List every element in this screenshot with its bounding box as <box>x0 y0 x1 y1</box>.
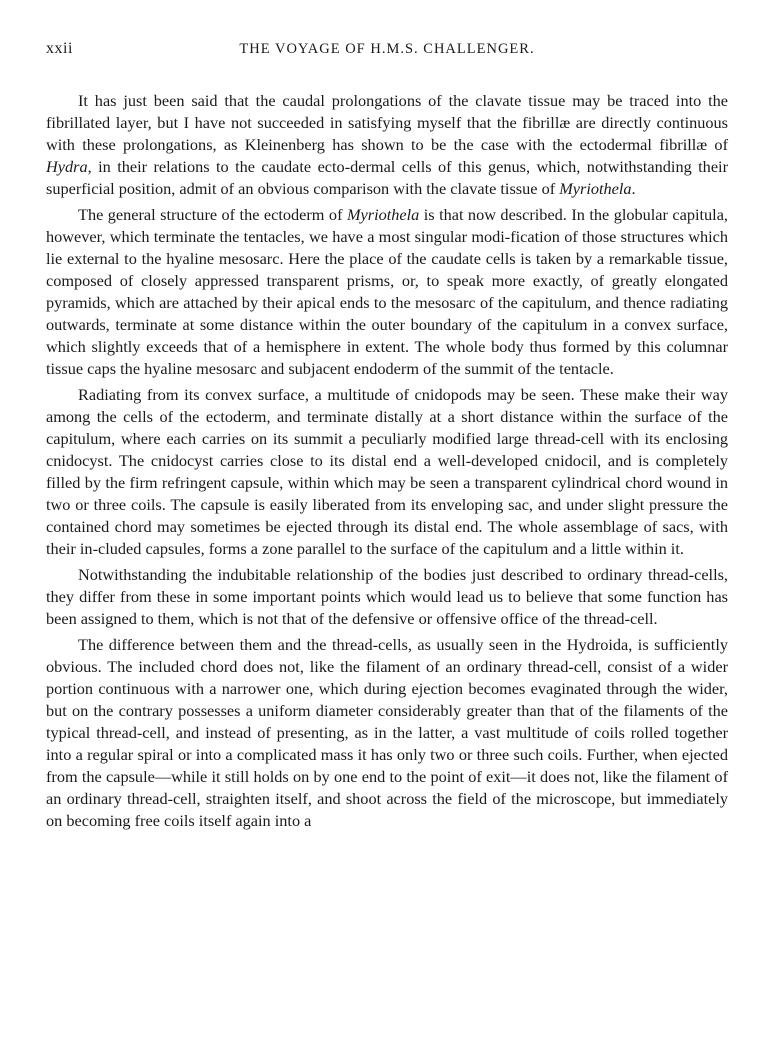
document-page <box>46 40 728 836</box>
paragraph-3 <box>46 384 728 560</box>
text-span: , in their relations to the caudate ecto-dermal cells of this genus, which, notwithstanding their superficial position, admit of an obvious comparison with the clavate tissue of <box>46 157 728 198</box>
page-number: xxii <box>46 40 73 57</box>
text-span: Radiating from its convex surface, a multitude of cnidopods may be seen. These make their way among the cells of the ectoderm, and terminate distally at a short distance within the surface of the capitulum, where each carries on its summit a peculiarly modified large thread-cell with its enclosing cnidocyst. The cnidocyst carries close to its distal end a well-developed cnidocil, and is completely filled by the firm refringent capsule, within which may be seen a transparent cylindrical chord wound in two or three coils. The capsule is easily liberated from its enveloping sac, and under slight pressure the contained chord may sometimes be ejected through its distal end. The whole assemblage of sacs, with their in-cluded capsules, forms a zone parallel to the surface of the capitulum and a little within it. <box>46 385 728 558</box>
text-span: is that now described. In the globular capitula, however, which terminate the tentacles, we have a most singular modi-fication of those structures which lie external to the hyaline mesosarc. Here the place of the caudate cells is taken by a remarkable tissue, composed of closely appressed transparent prisms, or, to speak more exactly, of greatly elongated pyramids, which are attached by their apical ends to the mesosarc of the capitulum, and thence radiating outwards, terminate at some distance within the outer boundary of the capitulum in a convex surface, which slightly exceeds that of a hemisphere in extent. The whole body thus formed by this columnar tissue caps the hyaline mesosarc and subjacent endoderm of the summit of the tentacle. <box>46 205 729 378</box>
text-span: It has just been said that the caudal prolongations of the clavate tissue may be traced into the fibrillated layer, but I have not succeeded in satisfying myself that the fibrillæ are directly continuous with these prolongations, as Kleinenberg has shown to be the case with the ectodermal fibrillæ of <box>46 91 728 154</box>
italic-term: Myriothela <box>559 179 632 198</box>
running-title: THE VOYAGE OF H.M.S. CHALLENGER. <box>239 41 535 57</box>
paragraph-2 <box>46 204 728 380</box>
text-span: Notwithstanding the indubitable relationship of the bodies just described to ordinary thread-cells, they differ from these in some important points which would lead us to believe that some function has been assigned to them, which is not that of the defensive or offensive office of the thread-cell. <box>46 565 728 628</box>
paragraph-4 <box>46 564 728 630</box>
running-head <box>46 40 728 64</box>
text-span: The difference between them and the thread-cells, as usually seen in the Hydroida, is sufficiently obvious. The included chord does not, like the filament of an ordinary thread-cell, consist of a wider portion continuous with a narrower one, which during ejection becomes evaginated through the wider, but on the contrary possesses a uniform diameter considerably greater than that of the filaments of the typical thread-cell, and instead of presenting, as in the latter, a vast multitude of coils rolled together into a regular spiral or into a complicated mass it has only two or three such coils. Further, when ejected from the capsule—while it still holds on by one end to the point of exit—it does not, like the filament of an ordinary thread-cell, straighten itself, and shoot across the field of the microscope, but immediately on becoming free coils itself again into a <box>46 635 728 830</box>
body-text <box>46 90 728 832</box>
text-span: The general structure of the ectoderm of <box>78 205 347 224</box>
italic-term: Hydra <box>46 157 88 176</box>
text-span: . <box>631 179 636 198</box>
italic-term: Myriothela <box>346 205 420 224</box>
paragraph-5 <box>46 634 728 832</box>
paragraph-1 <box>46 90 728 200</box>
